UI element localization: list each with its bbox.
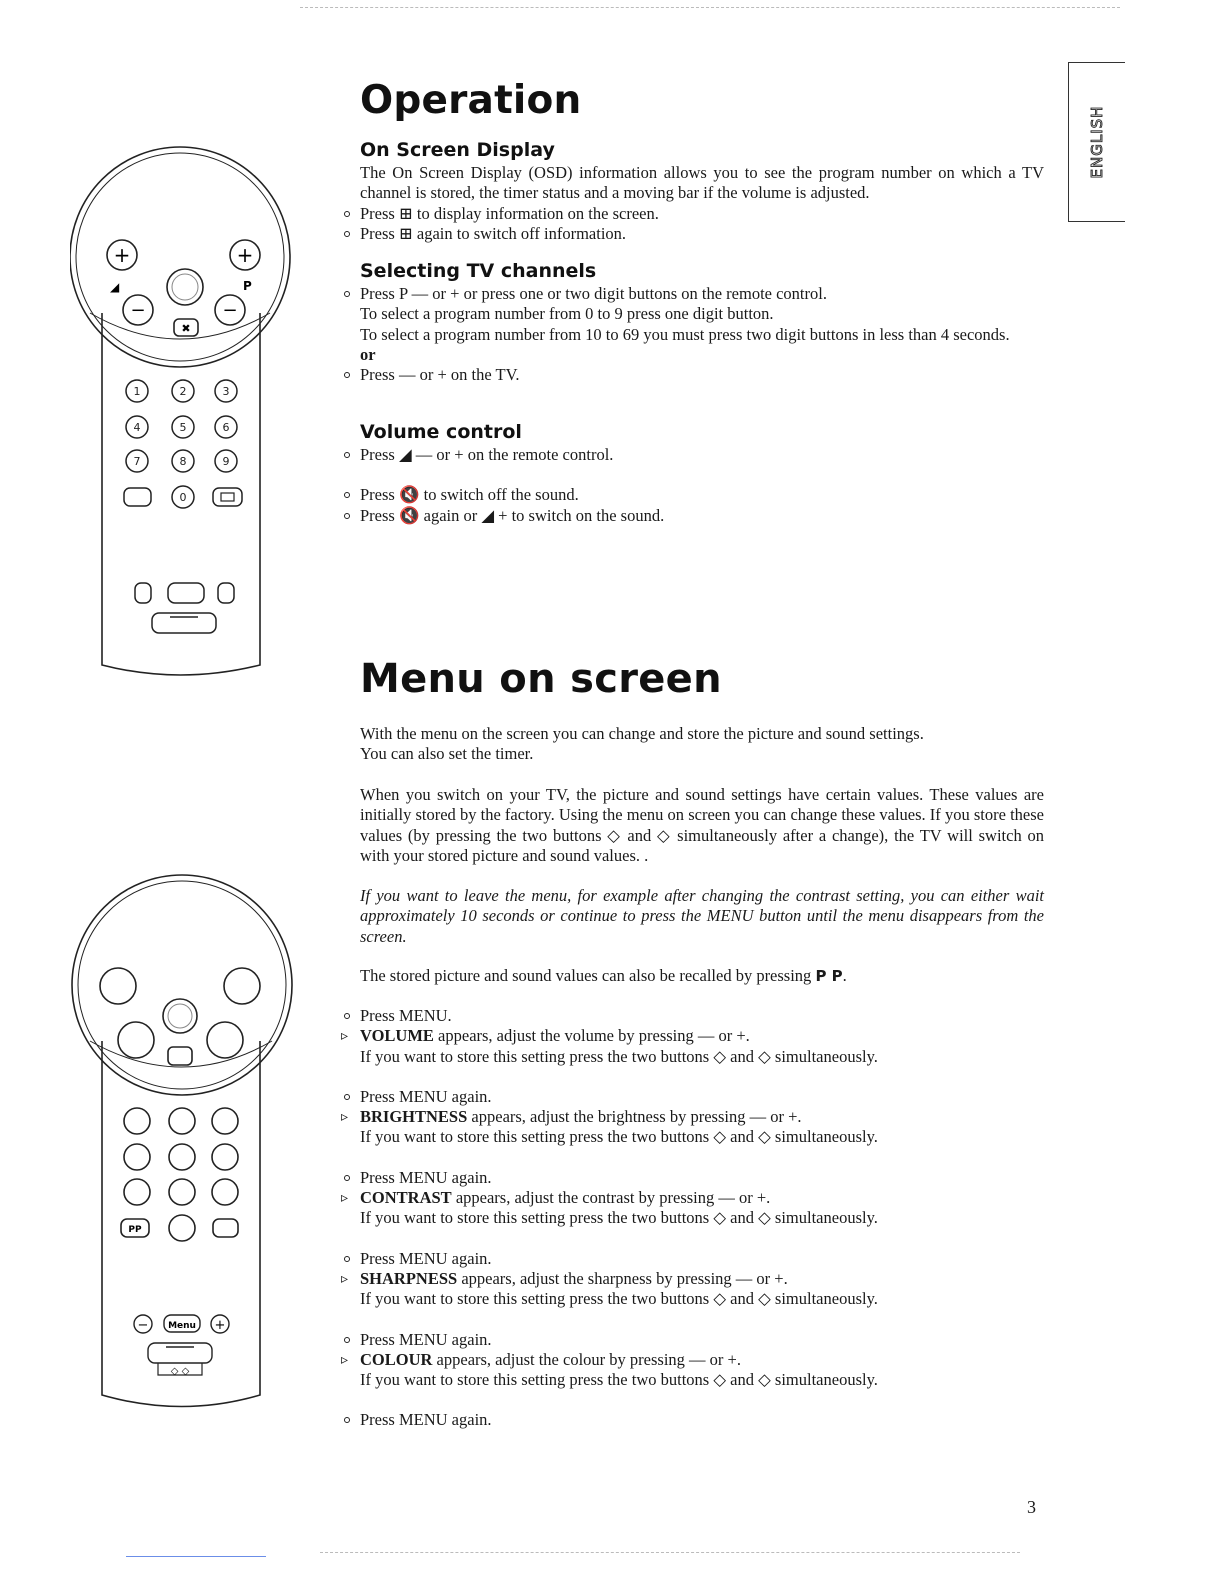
digit-button[interactable] xyxy=(212,1108,238,1134)
round-button-mid-left[interactable] xyxy=(118,1022,154,1058)
osd-body xyxy=(360,163,1044,244)
channels-or: or xyxy=(360,344,376,364)
store-hint: If you want to store this setting press the two buttons ◇ and ◇ simultaneously. xyxy=(360,1208,878,1228)
menu-button[interactable] xyxy=(164,1315,200,1332)
svg-text:9: 9 xyxy=(222,455,230,468)
press-menu-again-step: Press MENU again. xyxy=(360,1087,1044,1107)
digit-button[interactable] xyxy=(169,1144,195,1170)
round-button-top-left[interactable] xyxy=(100,968,136,1004)
program-label: P xyxy=(243,279,252,293)
store-hint: If you want to store this setting press the two buttons ◇ and ◇ simultaneously. xyxy=(360,1289,878,1309)
svg-text:−: − xyxy=(130,300,146,321)
page-number: 3 xyxy=(1027,1497,1036,1517)
menu-title: Menu on screen xyxy=(360,656,722,702)
wide-button-center[interactable] xyxy=(168,583,204,603)
digit-button[interactable] xyxy=(124,1108,150,1134)
volume-heading: Volume control xyxy=(360,421,522,443)
round-button-top-right[interactable] xyxy=(224,968,260,1004)
small-button-right[interactable] xyxy=(218,583,234,603)
language-tab xyxy=(1068,62,1125,222)
svg-text:0: 0 xyxy=(179,491,187,504)
center-round-button[interactable] xyxy=(163,999,197,1033)
digit-9-button[interactable] xyxy=(215,450,237,472)
press-menu-again-step: Press MENU again. xyxy=(360,1330,1044,1350)
menu-paragraph-2: When you switch on your TV, the picture and sound settings have certain values. These values are initially stored by the factory. Using the menu on screen you can change these values. If you store these values (by pressing the two buttons ◇ and ◇ simultaneously after a change), the TV will switch on with your stored picture and sound values. . xyxy=(360,785,1044,865)
svg-text:◇ ◇: ◇ ◇ xyxy=(170,1366,190,1377)
digit-3-button[interactable] xyxy=(215,380,237,402)
digit-1-button[interactable] xyxy=(126,380,148,402)
recall-text: The stored picture and sound values can also be recalled by pressing xyxy=(360,966,812,985)
channels-bullet-2: Press — or + on the TV. xyxy=(360,365,1044,385)
digit-button[interactable] xyxy=(124,1179,150,1205)
channels-line-3: To select a program number from 10 to 69 you must press two digit buttons in less than 4 seconds. xyxy=(360,324,1010,344)
brightness-step: ▹ BRIGHTNESS appears, adjust the brightness by pressing — or +. xyxy=(360,1107,1044,1127)
svg-text:+: + xyxy=(113,243,131,267)
osd-bullet-2: Press ⊞ again to switch off information. xyxy=(360,224,1044,244)
digit-button[interactable] xyxy=(169,1179,195,1205)
volume-minus-button[interactable] xyxy=(123,295,153,325)
volume-bullet-1: Press ◢ — or + on the remote control. xyxy=(360,445,1044,465)
svg-text:7: 7 xyxy=(133,455,141,468)
press-menu-again-step: Press MENU again. xyxy=(360,1249,1044,1269)
scan-edge-top xyxy=(300,7,1120,8)
menu-intro-line-1: With the menu on the screen you can change and store the picture and sound settings. xyxy=(360,724,924,743)
channels-body xyxy=(360,284,1044,385)
osd-intro: The On Screen Display (OSD) information allows you to see the program number on which a TV channel is stored, the timer status and a moving bar if the volume is adjusted. xyxy=(360,163,1044,203)
contrast-step: ▹ CONTRAST appears, adjust the contrast by pressing — or +. xyxy=(360,1188,1044,1208)
digit-button[interactable] xyxy=(212,1179,238,1205)
svg-text:−: − xyxy=(137,1318,149,1333)
remote-illustration-top xyxy=(70,145,300,680)
program-plus-button[interactable] xyxy=(230,240,260,270)
menu-factory-paragraph xyxy=(360,785,1044,866)
digit-7-button[interactable] xyxy=(126,450,148,472)
pp-key-label: P P xyxy=(815,967,843,985)
volume-icon: ◢ xyxy=(110,280,120,294)
press-menu-again-step: Press MENU again. xyxy=(360,1410,1044,1430)
store-rocker-button[interactable] xyxy=(148,1343,212,1377)
svg-text:+: + xyxy=(236,243,254,267)
mute-button[interactable] xyxy=(174,319,198,336)
svg-text:+: + xyxy=(214,1318,226,1333)
svg-text:4: 4 xyxy=(133,421,141,434)
press-menu-step: Press MENU. xyxy=(360,1006,1044,1026)
digit-button[interactable] xyxy=(169,1108,195,1134)
scan-edge-mark xyxy=(126,1556,266,1557)
program-minus-button[interactable] xyxy=(215,295,245,325)
menu-intro-line-2: You can also set the timer. xyxy=(360,744,534,764)
volume-bullet-2: Press 🔇 to switch off the sound. xyxy=(360,485,1044,505)
pp-button[interactable] xyxy=(121,1219,149,1237)
svg-text:6: 6 xyxy=(222,421,230,434)
blank-button[interactable] xyxy=(213,1219,238,1237)
menu-steps xyxy=(360,1006,1044,1431)
scan-edge-bottom xyxy=(320,1552,1020,1553)
digit-2-button[interactable] xyxy=(172,380,194,402)
colour-step: ▹ COLOUR appears, adjust the colour by pressing — or +. xyxy=(360,1350,1044,1370)
press-menu-again-step: Press MENU again. xyxy=(360,1168,1044,1188)
volume-bullet-3: Press 🔇 again or ◢ + to switch on the sound. xyxy=(360,506,1044,526)
digit-4-button[interactable] xyxy=(126,416,148,438)
menu-leave-paragraph xyxy=(360,886,1044,947)
svg-text:Menu: Menu xyxy=(168,1321,196,1331)
svg-text:1: 1 xyxy=(133,385,141,398)
rocker-button[interactable] xyxy=(152,613,216,633)
store-hint: If you want to store this setting press the two buttons ◇ and ◇ simultaneously. xyxy=(360,1046,878,1066)
sharpness-step: ▹ SHARPNESS appears, adjust the sharpness by pressing — or +. xyxy=(360,1269,1044,1289)
small-button-left[interactable] xyxy=(135,583,151,603)
menu-intro xyxy=(360,724,1044,765)
store-hint: If you want to store this setting press the two buttons ◇ and ◇ simultaneously. xyxy=(360,1127,878,1147)
digit-button[interactable] xyxy=(169,1215,195,1241)
small-center-button[interactable] xyxy=(168,1047,192,1065)
volume-step: ▹ VOLUME appears, adjust the volume by pressing — or +. xyxy=(360,1026,1044,1046)
operation-title: Operation xyxy=(360,78,582,123)
blank-button[interactable] xyxy=(124,488,151,506)
volume-plus-button[interactable] xyxy=(107,240,137,270)
osd-button[interactable] xyxy=(213,488,242,506)
svg-text:✖: ✖ xyxy=(181,322,191,335)
digit-button[interactable] xyxy=(124,1144,150,1170)
digit-button[interactable] xyxy=(212,1144,238,1170)
svg-text:2: 2 xyxy=(179,385,187,398)
osd-heading: On Screen Display xyxy=(360,139,555,161)
digit-6-button[interactable] xyxy=(215,416,237,438)
menu-plus-button[interactable] xyxy=(211,1315,229,1333)
recall-end: . xyxy=(842,966,847,985)
svg-text:PP: PP xyxy=(128,1225,142,1235)
channels-bullet-1: Press P — or + or press one or two digit buttons on the remote control. xyxy=(360,284,1044,304)
digit-8-button[interactable] xyxy=(172,450,194,472)
menu-minus-button[interactable] xyxy=(134,1315,152,1333)
svg-text:5: 5 xyxy=(179,421,187,434)
remote-illustration-bottom xyxy=(70,873,300,1418)
volume-body xyxy=(360,445,1044,526)
channels-heading: Selecting TV channels xyxy=(360,260,597,282)
menu-paragraph-3: If you want to leave the menu, for example after changing the contrast setting, you can either wait approximately 10 seconds or continue to press the MENU button until the menu disappears from the screen. xyxy=(360,886,1044,946)
svg-text:8: 8 xyxy=(179,455,187,468)
language-tab-label: ENGLISH xyxy=(1088,105,1106,179)
channels-line-2: To select a program number from 0 to 9 press one digit button. xyxy=(360,304,774,324)
svg-text:−: − xyxy=(222,300,238,321)
center-round-button[interactable] xyxy=(167,269,203,305)
digit-5-button[interactable] xyxy=(172,416,194,438)
menu-paragraph-4 xyxy=(360,966,1044,986)
osd-bullet-1: Press ⊞ to display information on the screen. xyxy=(360,204,1044,224)
digit-0-button[interactable] xyxy=(172,486,194,508)
round-button-mid-right[interactable] xyxy=(207,1022,243,1058)
svg-text:3: 3 xyxy=(222,385,230,398)
menu-recall-paragraph xyxy=(360,966,1044,986)
store-hint: If you want to store this setting press the two buttons ◇ and ◇ simultaneously. xyxy=(360,1370,878,1390)
